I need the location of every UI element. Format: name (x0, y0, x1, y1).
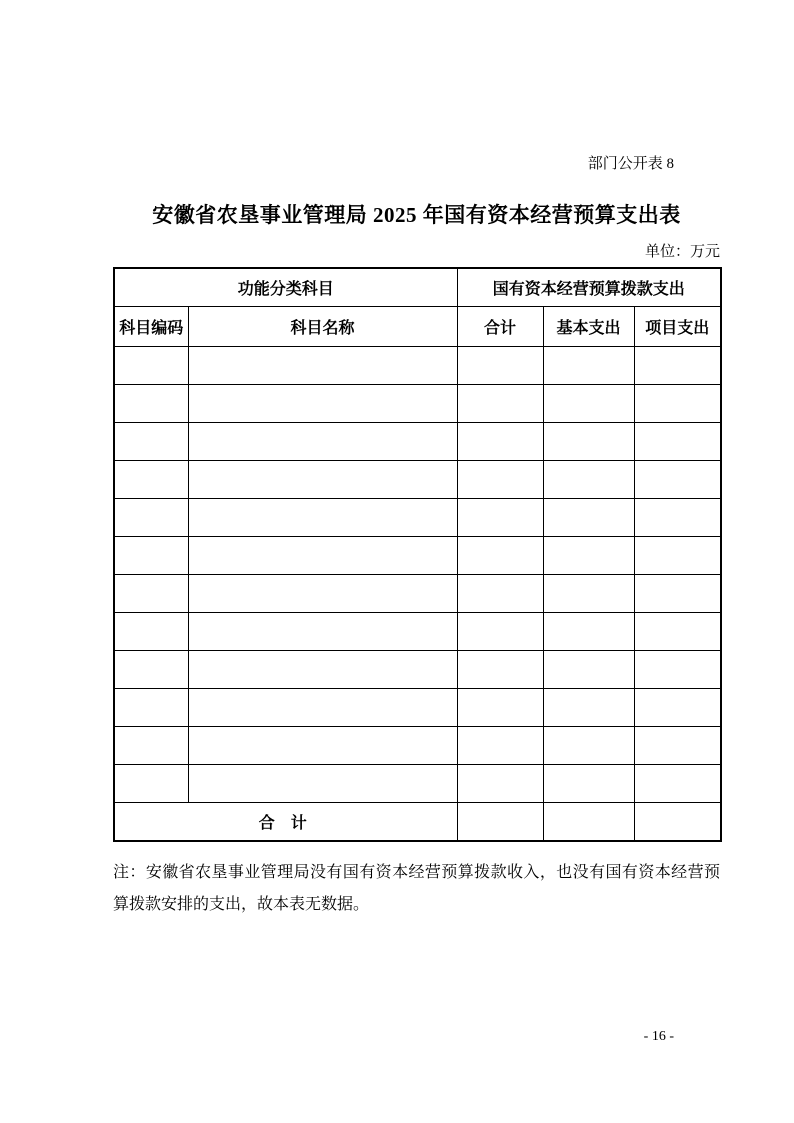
table-cell (114, 612, 188, 650)
table-cell (188, 346, 457, 384)
table-cell (543, 612, 634, 650)
table-cell (188, 764, 457, 802)
table-cell (114, 574, 188, 612)
header-group-row (114, 268, 721, 306)
table-cell (457, 650, 543, 688)
table-cell (457, 460, 543, 498)
table-cell (457, 384, 543, 422)
unit-label: 单位：万元 (644, 244, 720, 260)
table-note (113, 857, 720, 921)
column-header-project-expenditure: 项目支出 (634, 306, 721, 346)
total-row-label: 合 计 (114, 802, 457, 841)
table-row (114, 346, 721, 384)
table-cell (543, 460, 634, 498)
table-row (114, 764, 721, 802)
table-cell (188, 650, 457, 688)
table-body (114, 346, 721, 802)
corner-label: 部门公开表 8 (587, 156, 674, 172)
column-header-subject-name: 科目名称 (188, 306, 457, 346)
table-cell (543, 650, 634, 688)
total-row (114, 802, 721, 841)
table-footer (114, 802, 721, 841)
table-cell (634, 612, 721, 650)
table-cell (543, 764, 634, 802)
table-cell (188, 498, 457, 536)
header-columns-row (114, 306, 721, 346)
table-cell (457, 346, 543, 384)
table-cell (634, 460, 721, 498)
table-row (114, 574, 721, 612)
page-content (113, 0, 720, 1044)
table-cell (457, 688, 543, 726)
table-cell (114, 384, 188, 422)
table-cell (457, 574, 543, 612)
table-cell (457, 422, 543, 460)
header-budget-appropriation-expenditure: 国有资本经营预算拨款支出 (457, 268, 721, 306)
note-line-2: 算拨款安排的支出，故本表无数据。 (113, 896, 370, 913)
table-cell (114, 460, 188, 498)
table-cell (188, 384, 457, 422)
column-header-subject-code: 科目编码 (114, 306, 188, 346)
table-cell (188, 574, 457, 612)
table-cell (114, 536, 188, 574)
table-cell (457, 536, 543, 574)
table-cell (634, 764, 721, 802)
table-cell (188, 536, 457, 574)
table-cell (543, 498, 634, 536)
table-row (114, 650, 721, 688)
table-cell (114, 346, 188, 384)
table-row (114, 422, 721, 460)
note-line-1: 注：安徽省农垦事业管理局没有国有资本经营预算拨款收入，也没有国有资本经营预 (113, 864, 720, 881)
table-header (114, 268, 721, 346)
table-cell (457, 498, 543, 536)
table-cell (188, 612, 457, 650)
table-cell (114, 764, 188, 802)
table-cell (634, 726, 721, 764)
table-cell (188, 688, 457, 726)
table-cell (114, 650, 188, 688)
table-cell (114, 498, 188, 536)
table-cell (114, 422, 188, 460)
table-cell (634, 346, 721, 384)
table-cell (188, 460, 457, 498)
table-cell (543, 726, 634, 764)
column-header-total: 合计 (457, 306, 543, 346)
table-cell (543, 536, 634, 574)
table-cell (634, 650, 721, 688)
table-cell (457, 764, 543, 802)
table-row (114, 612, 721, 650)
table-cell (543, 688, 634, 726)
table-cell (634, 422, 721, 460)
total-row-project-cell (634, 802, 721, 841)
table-row (114, 688, 721, 726)
table-cell (634, 384, 721, 422)
table-row (114, 498, 721, 536)
table-cell (114, 688, 188, 726)
table-cell (543, 422, 634, 460)
table-cell (634, 688, 721, 726)
total-row-basic-cell (543, 802, 634, 841)
table-row (114, 536, 721, 574)
header-functional-category: 功能分类科目 (114, 268, 457, 306)
table-cell (188, 726, 457, 764)
table-cell (114, 726, 188, 764)
table-cell (543, 346, 634, 384)
table-cell (188, 422, 457, 460)
total-row-total-cell (457, 802, 543, 841)
table-cell (543, 574, 634, 612)
table-cell (543, 384, 634, 422)
table-cell (634, 498, 721, 536)
budget-table (113, 267, 722, 842)
table-row (114, 460, 721, 498)
page-number: - 16 - (643, 1029, 674, 1044)
column-header-basic-expenditure: 基本支出 (543, 306, 634, 346)
page-title: 安徽省农垦事业管理局 2025 年国有资本经营预算支出表 (152, 203, 681, 227)
table-cell (457, 612, 543, 650)
table-cell (634, 574, 721, 612)
table-cell (634, 536, 721, 574)
table-row (114, 384, 721, 422)
table-cell (457, 726, 543, 764)
table-row (114, 726, 721, 764)
